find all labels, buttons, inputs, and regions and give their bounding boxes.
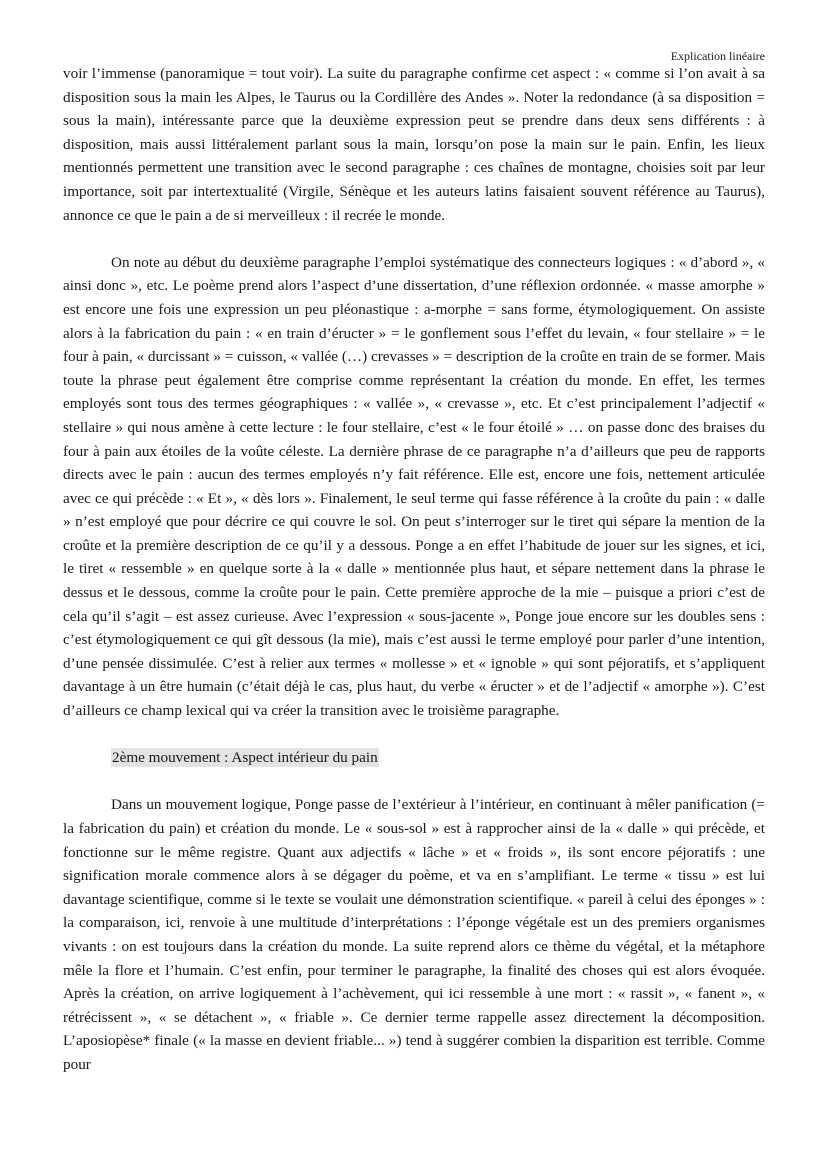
section-heading	[63, 746, 765, 770]
paragraph-gap	[63, 723, 765, 747]
paragraph-2: On note au début du deuxième paragraphe l’emploi systématique des connecteurs logiques : « d’abord », « ainsi donc », etc. Le poème prend alors l’aspect d’une dissertation, d’une réflexion ordonnée. « masse amorphe » est encore une fois une expression un peu pléonastique : a-morphe = sans forme, étymologiquement. On assiste alors à la fabrication du pain : « en train d’éructer » = le gonflement sous l’effet du levain, « four stellaire » = le four à pain, « durcissant » = cuisson, « vallée (…) crevasses » = description de la croûte en train de se former. Mais toute la phrase peut également être comprise comme représentant la création du monde. En effet, les termes employés sont tous des termes géographiques : « vallée », « crevasse », etc. Et c’est principalement l’adjectif « stellaire » qui nous amène à cette lecture : le four stellaire, c’est « le four étoilé » … on passe donc des braises du four à pain aux étoiles de la voûte céleste. La dernière phrase de ce paragraphe n’a d’ailleurs que peu de rapports directs avec le pain : aucun des termes employés n’y fait référence. Elle est, encore une fois, nettement articulée avec ce qui précède : « Et », « dès lors ». Finalement, le seul terme qui fasse référence à la croûte du pain : « dalle » n’est employé que pour décrire ce qui couvre le sol. On peut s’interroger sur le tiret qui sépare la mention de la croûte et la première description de ce qu’il y a dessous. Ponge a en effet l’habitude de jouer sur les signes, et ici, le tiret « ressemble » en quelque sorte à la « dalle » mentionnée plus haut, et sépare nettement dans la phrase le dessus et le dessous, comme la croûte pour le pain. Cette première approche de la mie – puisque a priori c’est de cela qu’il s’agit – est assez curieuse. Avec l’expression « sous-jacente », Ponge joue encore sur les doubles sens : c’est étymologiquement ce qui gît dessous (la mie), mais c’est aussi le terme employé pour parler d’une intention, d’une pensée dissimulée. C’est à relier aux termes « mollesse » et « ignoble » qui sont péjoratifs, et s’appliquent davantage à un être humain (c’était déjà le cas, plus haut, du verbe « éructer » et de l’adjectif « amorphe »). C’est d’ailleurs ce champ lexical qui va créer la transition avec le troisième paragraphe.	[63, 253, 765, 720]
section-heading-text: 2ème mouvement : Aspect intérieur du pain	[112, 749, 378, 767]
page-header: Explication linéaire	[670, 49, 765, 63]
paragraph-1: voir l’immense (panoramique = tout voir). La suite du paragraphe confirme cet aspect : « comme si l’on avait à sa disposition sous la main les Alpes, le Taurus ou la Cordillère des Andes ». Noter la redondance (à sa disposition = sous la main), intéressante parce que la deuxième expression peut se prendre dans deux sens différents : à disposition, mais aussi littéralement parlant sous la main, lorsqu’on pose la main sur le pain. Enfin, les lieux mentionnés permettent une transition avec le second paragraphe : ces chaînes de montagne, choisies soit par leur importance, soit par intertextualité (Virgile, Sénèque et les auteurs latins faisaient souvent référence au Taurus), annonce ce que le pain a de si merveilleux : il recrée le monde.	[63, 65, 765, 224]
document-body	[63, 62, 765, 1077]
paragraph-gap	[63, 227, 765, 251]
paragraph-3: Dans un mouvement logique, Ponge passe de l’extérieur à l’intérieur, en continuant à mêler panification (= la fabrication du pain) et création du monde. Le « sous-sol » est à rapprocher ainsi de la « dalle » qui précède, et fonctionne sur le même registre. Quant aux adjectifs « lâche » et « froids », ils sont encore péjoratifs : une signification morale commence alors à se dégager du poème, et va en s’amplifiant. Le terme « tissu » est lui davantage scientifique, comme si le texte se voulait une démonstration scientifique. « pareil à celui des éponges » : la comparaison, ici, renvoie à une multitude d’interprétations : l’éponge végétale est un des premiers organismes vivants : on est toujours dans la création du monde. La suite reprend alors ce thème du végétal, et la métaphore mêle la flore et l’humain. C’est enfin, pour terminer le paragraphe, la finalité des choses qui est alors évoquée. Après la création, on arrive logiquement à l’achèvement, qui ici ressemble à une mort : « rassit », « fanent », « rétrécissent », « se détachent », « friable ». Ce dernier terme rappelle assez directement la décomposition. L’aposiopèse* finale (« la masse en devient friable... ») tend à suggérer combien la disparition est terrible. Comme pour	[63, 796, 765, 1073]
paragraph-gap	[63, 770, 765, 794]
